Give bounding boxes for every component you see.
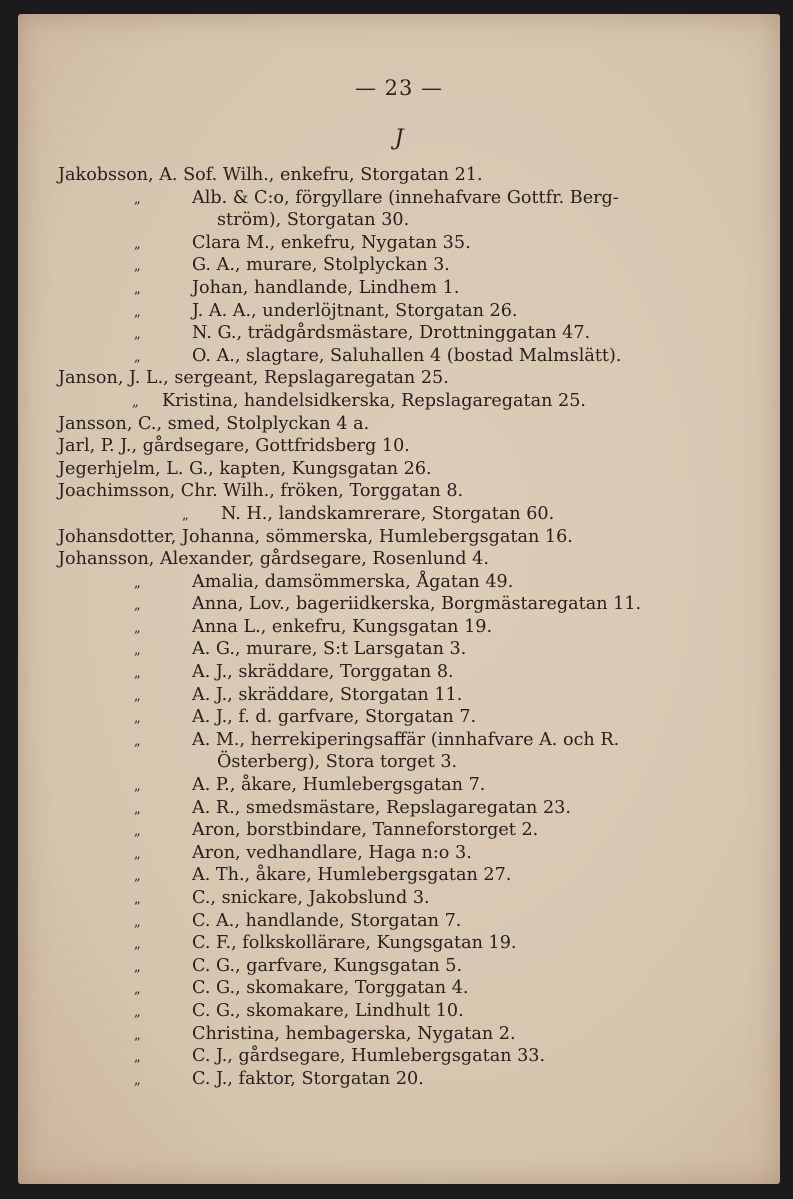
entry-text: Aron, borstbindare, Tanneforstorget 2. <box>192 820 539 841</box>
entry-text: Anna, Lov., bageriidkerska, Borgmästaregatan 11. <box>192 594 642 615</box>
ditto-mark: „ <box>134 733 141 749</box>
ditto-mark: „ <box>134 259 141 275</box>
directory-entry <box>58 774 758 797</box>
entry-text: A. G., murare, S:t Larsgatan 3. <box>192 639 467 660</box>
directory-entry <box>58 729 758 752</box>
section-letter: J <box>394 126 404 151</box>
directory-entry <box>58 706 758 729</box>
directory-entry <box>58 684 758 707</box>
entry-text: C. A., handlande, Storgatan 7. <box>192 910 462 931</box>
ditto-mark: „ <box>134 846 141 862</box>
entry-text: A. J., skräddare, Storgatan 11. <box>192 684 463 705</box>
entry-text: Alb. & C:o, förgyllare (innehafvare Gottfr. Berg- <box>192 187 619 208</box>
ditto-mark: „ <box>134 1072 141 1088</box>
directory-entry <box>58 977 758 1000</box>
ditto-mark: „ <box>134 191 141 207</box>
directory-entry <box>58 864 758 887</box>
ditto-mark: „ <box>134 959 141 975</box>
entry-text: ström), Storgatan 30. <box>217 210 410 231</box>
directory-entry <box>58 209 758 232</box>
entry-text: Jakobsson, A. Sof. Wilh., enkefru, Storgatan 21. <box>58 165 483 185</box>
ditto-mark: „ <box>182 507 189 523</box>
directory-entry <box>58 616 758 639</box>
entry-text: C. G., garfvare, Kungsgatan 5. <box>192 955 463 976</box>
entry-text: Clara M., enkefru, Nygatan 35. <box>192 232 471 253</box>
ditto-mark: „ <box>134 575 141 591</box>
directory-entry <box>58 435 758 458</box>
directory-entry <box>58 571 758 594</box>
entry-text: A. M., herrekiperingsaffär (innhafvare A. och R. <box>192 729 620 750</box>
directory-entry <box>58 322 758 345</box>
directory-entry <box>58 503 758 526</box>
directory-entry <box>58 842 758 865</box>
directory-entry <box>58 254 758 277</box>
directory-entry <box>58 413 758 436</box>
ditto-mark: „ <box>134 711 141 727</box>
ditto-mark: „ <box>134 304 141 320</box>
ditto-mark: „ <box>134 779 141 795</box>
directory-entry <box>58 345 758 368</box>
entry-text: O. A., slagtare, Saluhallen 4 (bostad Malmslätt). <box>192 345 622 366</box>
entry-text: A. R., smedsmästare, Repslagaregatan 23. <box>192 797 571 818</box>
directory-entry <box>58 955 758 978</box>
directory-entry <box>58 819 758 842</box>
entry-text: Kristina, handelsidkerska, Repslagaregatan 25. <box>162 390 586 411</box>
entry-text: Joachimsson, Chr. Wilh., fröken, Torggatan 8. <box>58 481 464 502</box>
ditto-mark: „ <box>134 598 141 614</box>
ditto-mark: „ <box>134 982 141 998</box>
directory-entry <box>58 526 758 549</box>
directory-entry <box>58 932 758 955</box>
entry-text: N. H., landskamrerare, Storgatan 60. <box>221 503 555 524</box>
page-number: — 23 — <box>354 76 444 100</box>
entry-text: Anna L., enkefru, Kungsgatan 19. <box>192 616 493 637</box>
ditto-mark: „ <box>134 914 141 930</box>
ditto-mark: „ <box>134 1027 141 1043</box>
entry-text: Johansdotter, Johanna, sömmerska, Humlebergsgatan 16. <box>58 526 573 547</box>
directory-entry <box>58 797 758 820</box>
ditto-mark: „ <box>134 620 141 636</box>
directory-entry <box>58 638 758 661</box>
ditto-mark: „ <box>134 327 141 343</box>
directory-entry <box>58 593 758 616</box>
directory-entry <box>58 1045 758 1068</box>
ditto-mark: „ <box>134 1004 141 1020</box>
ditto-mark: „ <box>134 688 141 704</box>
entry-text: Janson, J. L., sergeant, Repslagaregatan 25. <box>58 368 449 389</box>
entry-text: Johan, handlande, Lindhem 1. <box>192 277 460 298</box>
ditto-mark: „ <box>134 349 141 365</box>
directory-entry <box>58 300 758 323</box>
entry-text: A. P., åkare, Humlebergsgatan 7. <box>192 775 486 796</box>
entry-text: N. G., trädgårdsmästare, Drottninggatan 47. <box>192 323 591 344</box>
ditto-mark: „ <box>134 666 141 682</box>
ditto-mark: „ <box>134 643 141 659</box>
ditto-mark: „ <box>134 869 141 885</box>
directory-entry <box>58 277 758 300</box>
directory-entry <box>58 458 758 481</box>
entry-text: C. F., folkskollärare, Kungsgatan 19. <box>192 933 517 954</box>
entry-text: Jegerhjelm, L. G., kapten, Kungsgatan 26. <box>58 458 432 479</box>
entry-text: G. A., murare, Stolplyckan 3. <box>192 255 450 276</box>
directory-entry <box>58 1000 758 1023</box>
entry-text: Johansson, Alexander, gårdsegare, Rosenlund 4. <box>58 549 489 570</box>
entry-text: Amalia, damsömmerska, Ågatan 49. <box>192 571 514 592</box>
directory-entry <box>58 751 758 774</box>
directory-entry <box>58 887 758 910</box>
ditto-mark: „ <box>134 801 141 817</box>
entry-text: J. A. A., underlöjtnant, Storgatan 26. <box>192 300 518 321</box>
entry-text: Jansson, C., smed, Stolplyckan 4 a. <box>58 413 370 434</box>
entry-text: C. J., gårdsegare, Humlebergsgatan 33. <box>192 1046 546 1067</box>
ditto-mark: „ <box>134 1050 141 1066</box>
entry-text: Österberg), Stora torget 3. <box>217 752 458 773</box>
entry-text: Jarl, P. J., gårdsegare, Gottfridsberg 10. <box>58 436 410 457</box>
directory-entries <box>58 164 758 1090</box>
directory-entry <box>58 1023 758 1046</box>
ditto-mark: „ <box>134 937 141 953</box>
directory-entry <box>58 480 758 503</box>
directory-entry <box>58 910 758 933</box>
directory-entry <box>58 390 758 413</box>
entry-text: C., snickare, Jakobslund 3. <box>192 888 430 908</box>
entry-text: Christina, hembagerska, Nygatan 2. <box>192 1023 516 1044</box>
ditto-mark: „ <box>134 281 141 297</box>
entry-text: C. G., skomakare, Lindhult 10. <box>192 1000 464 1021</box>
entry-text: A. J., f. d. garfvare, Storgatan 7. <box>192 707 477 728</box>
entry-text: A. J., skräddare, Torggatan 8. <box>192 662 454 683</box>
ditto-mark: „ <box>134 236 141 252</box>
directory-entry <box>58 232 758 255</box>
directory-entry <box>58 661 758 684</box>
entry-text: A. Th., åkare, Humlebergsgatan 27. <box>192 865 512 886</box>
directory-entry <box>58 548 758 571</box>
entry-text: C. G., skomakare, Torggatan 4. <box>192 978 469 999</box>
directory-entry <box>58 164 758 187</box>
directory-entry <box>58 187 758 210</box>
ditto-mark: „ <box>134 892 141 907</box>
entry-text: Aron, vedhandlare, Haga n:o 3. <box>192 842 472 863</box>
ditto-mark: „ <box>132 394 139 410</box>
entry-text: C. J., faktor, Storgatan 20. <box>192 1068 424 1089</box>
directory-entry <box>58 1068 758 1091</box>
book-page <box>18 14 780 1184</box>
directory-entry <box>58 367 758 390</box>
ditto-mark: „ <box>134 824 141 840</box>
